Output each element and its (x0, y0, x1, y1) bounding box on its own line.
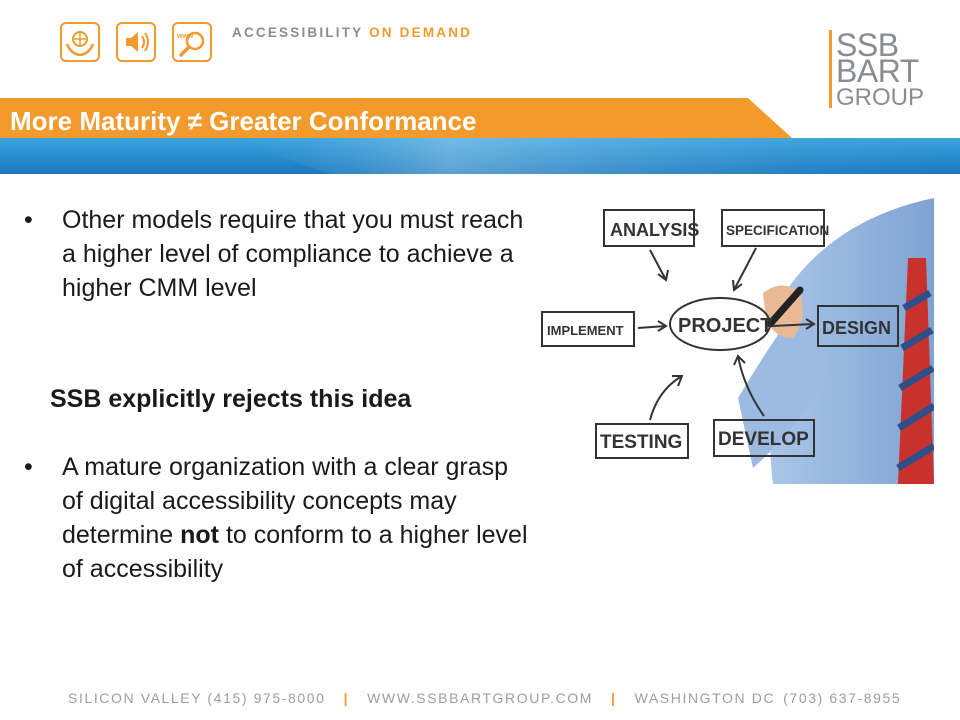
diagram-node-project: PROJECT (678, 315, 773, 337)
logo-line-bart: BART (836, 53, 919, 89)
hands-globe-icon (60, 22, 100, 62)
footer-silicon-valley: SILICON VALLEY (415) 975-8000 (68, 690, 326, 706)
diagram-node-design: DESIGN (822, 318, 892, 338)
footer-washington-phone: (703) 637-8955 (783, 690, 902, 706)
brand-tagline (232, 25, 472, 40)
logo-line-group: GROUP (836, 84, 925, 111)
bullet-text-1: Other models require that you must reach a higher level of compliance to achieve a higher CMM level (62, 206, 524, 302)
bullet-text-2-part1: A mature organization with a clear grasp of digital accessibility concepts may determine (62, 453, 509, 549)
slide-title: More Maturity ≠ Greater Conformance (10, 106, 477, 136)
footer-website: WWW.SSBBARTGROUP.COM (367, 690, 594, 706)
diagram-node-testing: TESTING (600, 432, 683, 453)
diagram-node-specification: SPECIFICATION (726, 223, 830, 238)
logo-line-ssb: SSB (836, 27, 899, 63)
bullet-text-2-bold: not (180, 521, 219, 549)
footer-separator: | (611, 690, 617, 706)
bullet-marker: • (24, 206, 33, 234)
project-diagram-photo (538, 198, 934, 484)
bullet-marker: • (24, 453, 33, 481)
diagram-node-develop: DEVELOP (718, 429, 809, 450)
bullet-text-2 (62, 450, 532, 586)
diagram-node-analysis: ANALYSIS (610, 220, 700, 240)
www-magnifier-icon (172, 22, 212, 62)
emphasis-statement: SSB explicitly rejects this idea (50, 385, 412, 413)
svg-text:www: www (177, 33, 194, 40)
bullet-text-2-part2: to conform to a higher level of accessibility (62, 521, 528, 583)
footer-separator: | (343, 690, 350, 706)
footer-contact (68, 690, 948, 706)
speaker-icon (116, 22, 156, 62)
footer-washington-city: WASHINGTON DC (634, 690, 776, 706)
brand-prefix: ACCESSIBILITY (232, 25, 370, 40)
diagram-node-implement: IMPLEMENT (547, 323, 624, 338)
brand-accent: ON DEMAND (369, 25, 473, 40)
logo-divider (829, 30, 832, 108)
